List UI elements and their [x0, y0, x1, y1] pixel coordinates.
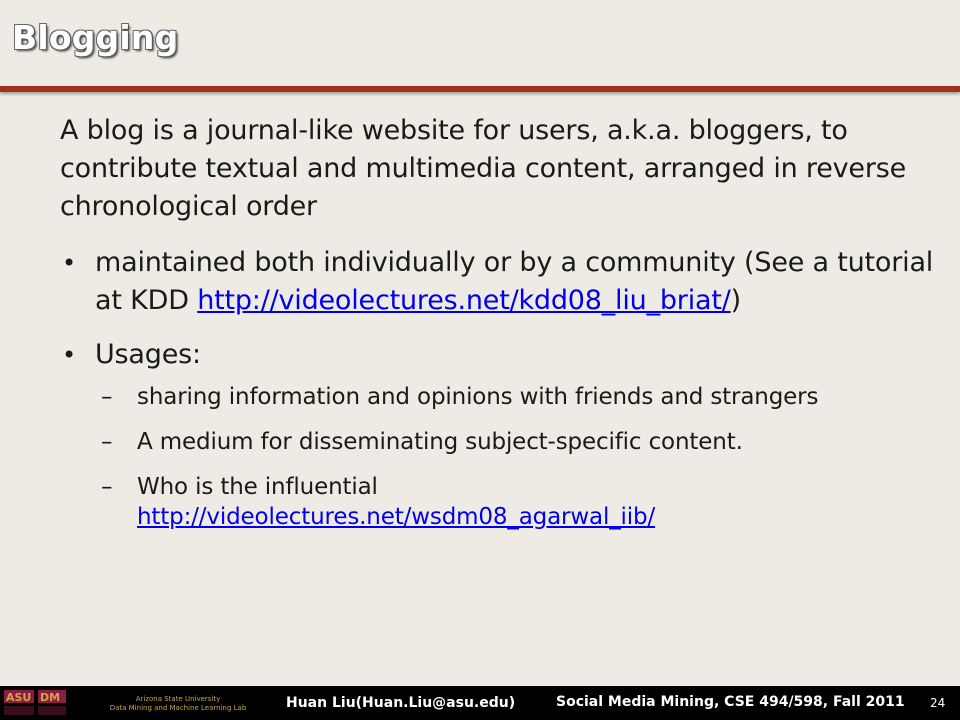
- usages-sub-list: [95, 382, 940, 532]
- slide-title: Blogging: [12, 18, 179, 57]
- page-number: 24: [930, 696, 946, 710]
- sub-item-text: Who is the influential: [137, 474, 378, 500]
- sub-item-influential: [95, 472, 940, 532]
- asu-dmml-logo: [2, 687, 70, 718]
- bullet-list: [60, 244, 940, 532]
- sub-item-text: sharing information and opinions with friends and strangers: [137, 384, 819, 410]
- bullet-text: Usages:: [95, 339, 201, 370]
- lab-caption: [78, 695, 278, 713]
- title-divider: [0, 86, 960, 92]
- kdd-tutorial-link[interactable]: http://videolectures.net/kdd08_liu_briat/: [197, 285, 731, 316]
- dash-icon: –: [101, 384, 113, 410]
- wsdm-talk-link[interactable]: http://videolectures.net/wsdm08_agarwal_iib/: [137, 504, 656, 530]
- slide-content: [60, 112, 940, 548]
- bullet-icon: •: [62, 341, 76, 369]
- dash-icon: –: [101, 429, 113, 455]
- sub-item-medium: [95, 427, 940, 457]
- sub-item-text: A medium for disseminating subject-specific content.: [137, 429, 743, 455]
- svg-text:ASU: ASU: [6, 691, 32, 704]
- sub-item-sharing: [95, 382, 940, 412]
- slide-footer: [0, 686, 960, 720]
- lab-caption-line: Arizona State University: [135, 695, 221, 703]
- bullet-text: maintained both individually or by a community (See a tutorial at KDD: [95, 247, 934, 316]
- intro-paragraph: A blog is a journal-like website for users, a.k.a. bloggers, to contribute textual and multimedia content, arranged in reverse chronological order: [60, 115, 907, 222]
- dash-icon: –: [101, 474, 113, 500]
- footer-author: Huan Liu(Huan.Liu@asu.edu): [286, 695, 516, 711]
- bullet-item-maintained: [60, 244, 940, 320]
- footer-course: Social Media Mining, CSE 494/598, Fall 2011: [556, 694, 905, 710]
- lab-caption-line: Data Mining and Machine Learning Lab: [109, 704, 247, 712]
- bullet-icon: •: [62, 249, 76, 277]
- bullet-item-usages: [60, 336, 940, 532]
- svg-text:DM: DM: [40, 691, 61, 704]
- bullet-text-suffix: ): [730, 285, 741, 316]
